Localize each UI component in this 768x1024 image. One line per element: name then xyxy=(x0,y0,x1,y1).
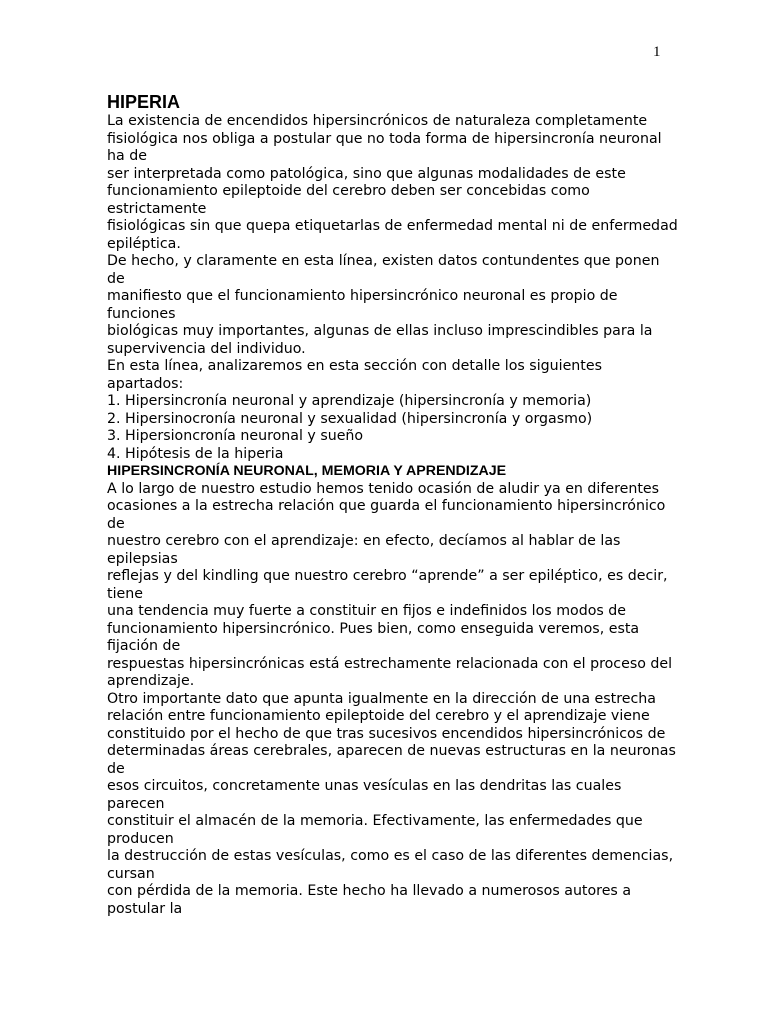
text-line: ocasiones a la estrecha relación que guarda el funcionamiento hipersincrónico xyxy=(107,498,666,514)
text-line: 1. Hipersincronía neuronal y aprendizaje (hipersincronía y memoria) xyxy=(107,393,592,409)
text-line: la destrucción de estas vesículas, como es el caso de las diferentes demencias, xyxy=(107,848,674,864)
text-line: ser interpretada como patológica, sino que algunas modalidades de este xyxy=(107,165,626,182)
text-line: parecen xyxy=(107,795,165,812)
text-line: estrictamente xyxy=(107,200,207,217)
text-line: constituido por el hecho de que tras sucesivos encendidos hipersincrónicos de xyxy=(107,725,666,742)
text-line: de xyxy=(107,270,125,287)
text-line: reflejas y del kindling que nuestro cerebro “aprende” a ser epiléptico, es decir, xyxy=(107,568,668,584)
section-intro xyxy=(107,113,678,463)
section-heading: HIPERSINCRONÍA NEURONAL, MEMORIA Y APRENDIZAJE xyxy=(107,463,507,479)
text-line: 3. Hipersioncronía neuronal y sueño xyxy=(107,428,364,444)
text-line: A lo largo de nuestro estudio hemos tenido ocasión de aludir ya en diferentes xyxy=(107,480,660,497)
text-line: respuestas hipersincrónicas está estrechamente relacionada con el proceso del xyxy=(107,655,673,672)
text-line: aprendizaje. xyxy=(107,673,195,689)
document-body xyxy=(107,91,678,918)
text-line: determinadas áreas cerebrales, aparecen de nuevas estructuras en la neuronas xyxy=(107,743,676,759)
text-line: fijación de xyxy=(107,638,181,654)
text-line: La existencia de encendidos hipersincrónicos de naturaleza completamente xyxy=(107,113,648,129)
text-line: Otro importante dato que apunta igualmente en la dirección de una estrecha xyxy=(107,690,656,707)
text-line: epiléptica. xyxy=(107,235,181,252)
text-line: funcionamiento hipersincrónico. Pues bien, como enseguida veremos, esta xyxy=(107,620,640,637)
document-title: HIPERIA xyxy=(107,92,181,112)
text-line: nuestro cerebro con el aprendizaje: en efecto, decíamos al hablar de las xyxy=(107,533,621,549)
text-line: con pérdida de la memoria. Este hecho ha llevado a numerosos autores a xyxy=(107,883,632,899)
text-line: apartados: xyxy=(107,375,184,392)
text-line: fisiológica nos obliga a postular que no toda forma de hipersincronía neuronal xyxy=(107,130,662,147)
text-line: producen xyxy=(107,830,174,847)
text-line: En esta línea, analizaremos en esta sección con detalle los siguientes xyxy=(107,358,602,374)
text-line: 4. Hipótesis de la hiperia xyxy=(107,445,284,462)
section-memory-learning xyxy=(107,480,676,919)
text-line: funcionamiento epileptoide del cerebro deben ser concebidas como xyxy=(107,183,590,199)
text-line: una tendencia muy fuerte a constituir en fijos e indefinidos los modos de xyxy=(107,603,627,619)
text-line: constituir el almacén de la memoria. Efectivamente, las enfermedades que xyxy=(107,813,643,829)
text-line: de xyxy=(107,515,125,532)
text-line: funciones xyxy=(107,305,176,322)
text-line: biológicas muy importantes, algunas de ellas incluso imprescindibles para la xyxy=(107,323,653,339)
text-line: esos circuitos, concretamente unas vesículas en las dendritas las cuales xyxy=(107,778,622,794)
text-line: ha de xyxy=(107,148,147,164)
text-line: de xyxy=(107,760,125,777)
text-line: manifiesto que el funcionamiento hipersincrónico neuronal es propio de xyxy=(107,288,618,304)
text-line: postular la xyxy=(107,900,183,917)
text-line: tiene xyxy=(107,585,143,602)
page-number: 1 xyxy=(653,44,661,60)
text-line: fisiológicas sin que quepa etiquetarlas de enfermedad mental ni de enfermedad xyxy=(107,218,678,234)
text-line: epilepsias xyxy=(107,550,178,567)
text-line: relación entre funcionamiento epileptoide del cerebro y el aprendizaje viene xyxy=(107,708,650,724)
text-line: supervivencia del individuo. xyxy=(107,340,306,357)
text-line: De hecho, y claramente en esta línea, existen datos contundentes que ponen xyxy=(107,253,660,269)
text-line: cursan xyxy=(107,865,155,882)
text-line: 2. Hipersinocronía neuronal y sexualidad (hipersincronía y orgasmo) xyxy=(107,410,593,427)
